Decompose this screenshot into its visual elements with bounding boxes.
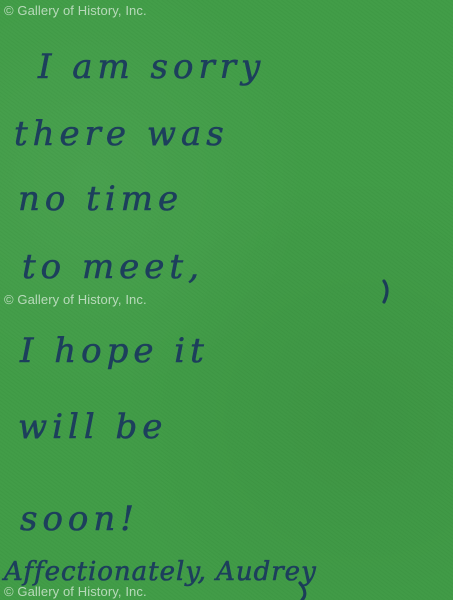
note-line-5: I hope it	[20, 331, 209, 371]
comma-flourish	[384, 281, 387, 302]
note-line-2: there was	[14, 114, 229, 154]
note-line-6: will be	[18, 407, 168, 447]
note-line-4: to meet,	[22, 247, 204, 287]
note-line-3: no time	[18, 179, 184, 219]
watermark-bottom: © Gallery of History, Inc.	[4, 584, 147, 599]
note-line-1: I am sorry	[38, 47, 266, 87]
signature: Affectionately, Audrey	[4, 557, 317, 587]
watermark-top: © Gallery of History, Inc.	[4, 3, 147, 18]
note-line-7: soon!	[20, 499, 139, 539]
watermark-middle: © Gallery of History, Inc.	[4, 292, 147, 307]
